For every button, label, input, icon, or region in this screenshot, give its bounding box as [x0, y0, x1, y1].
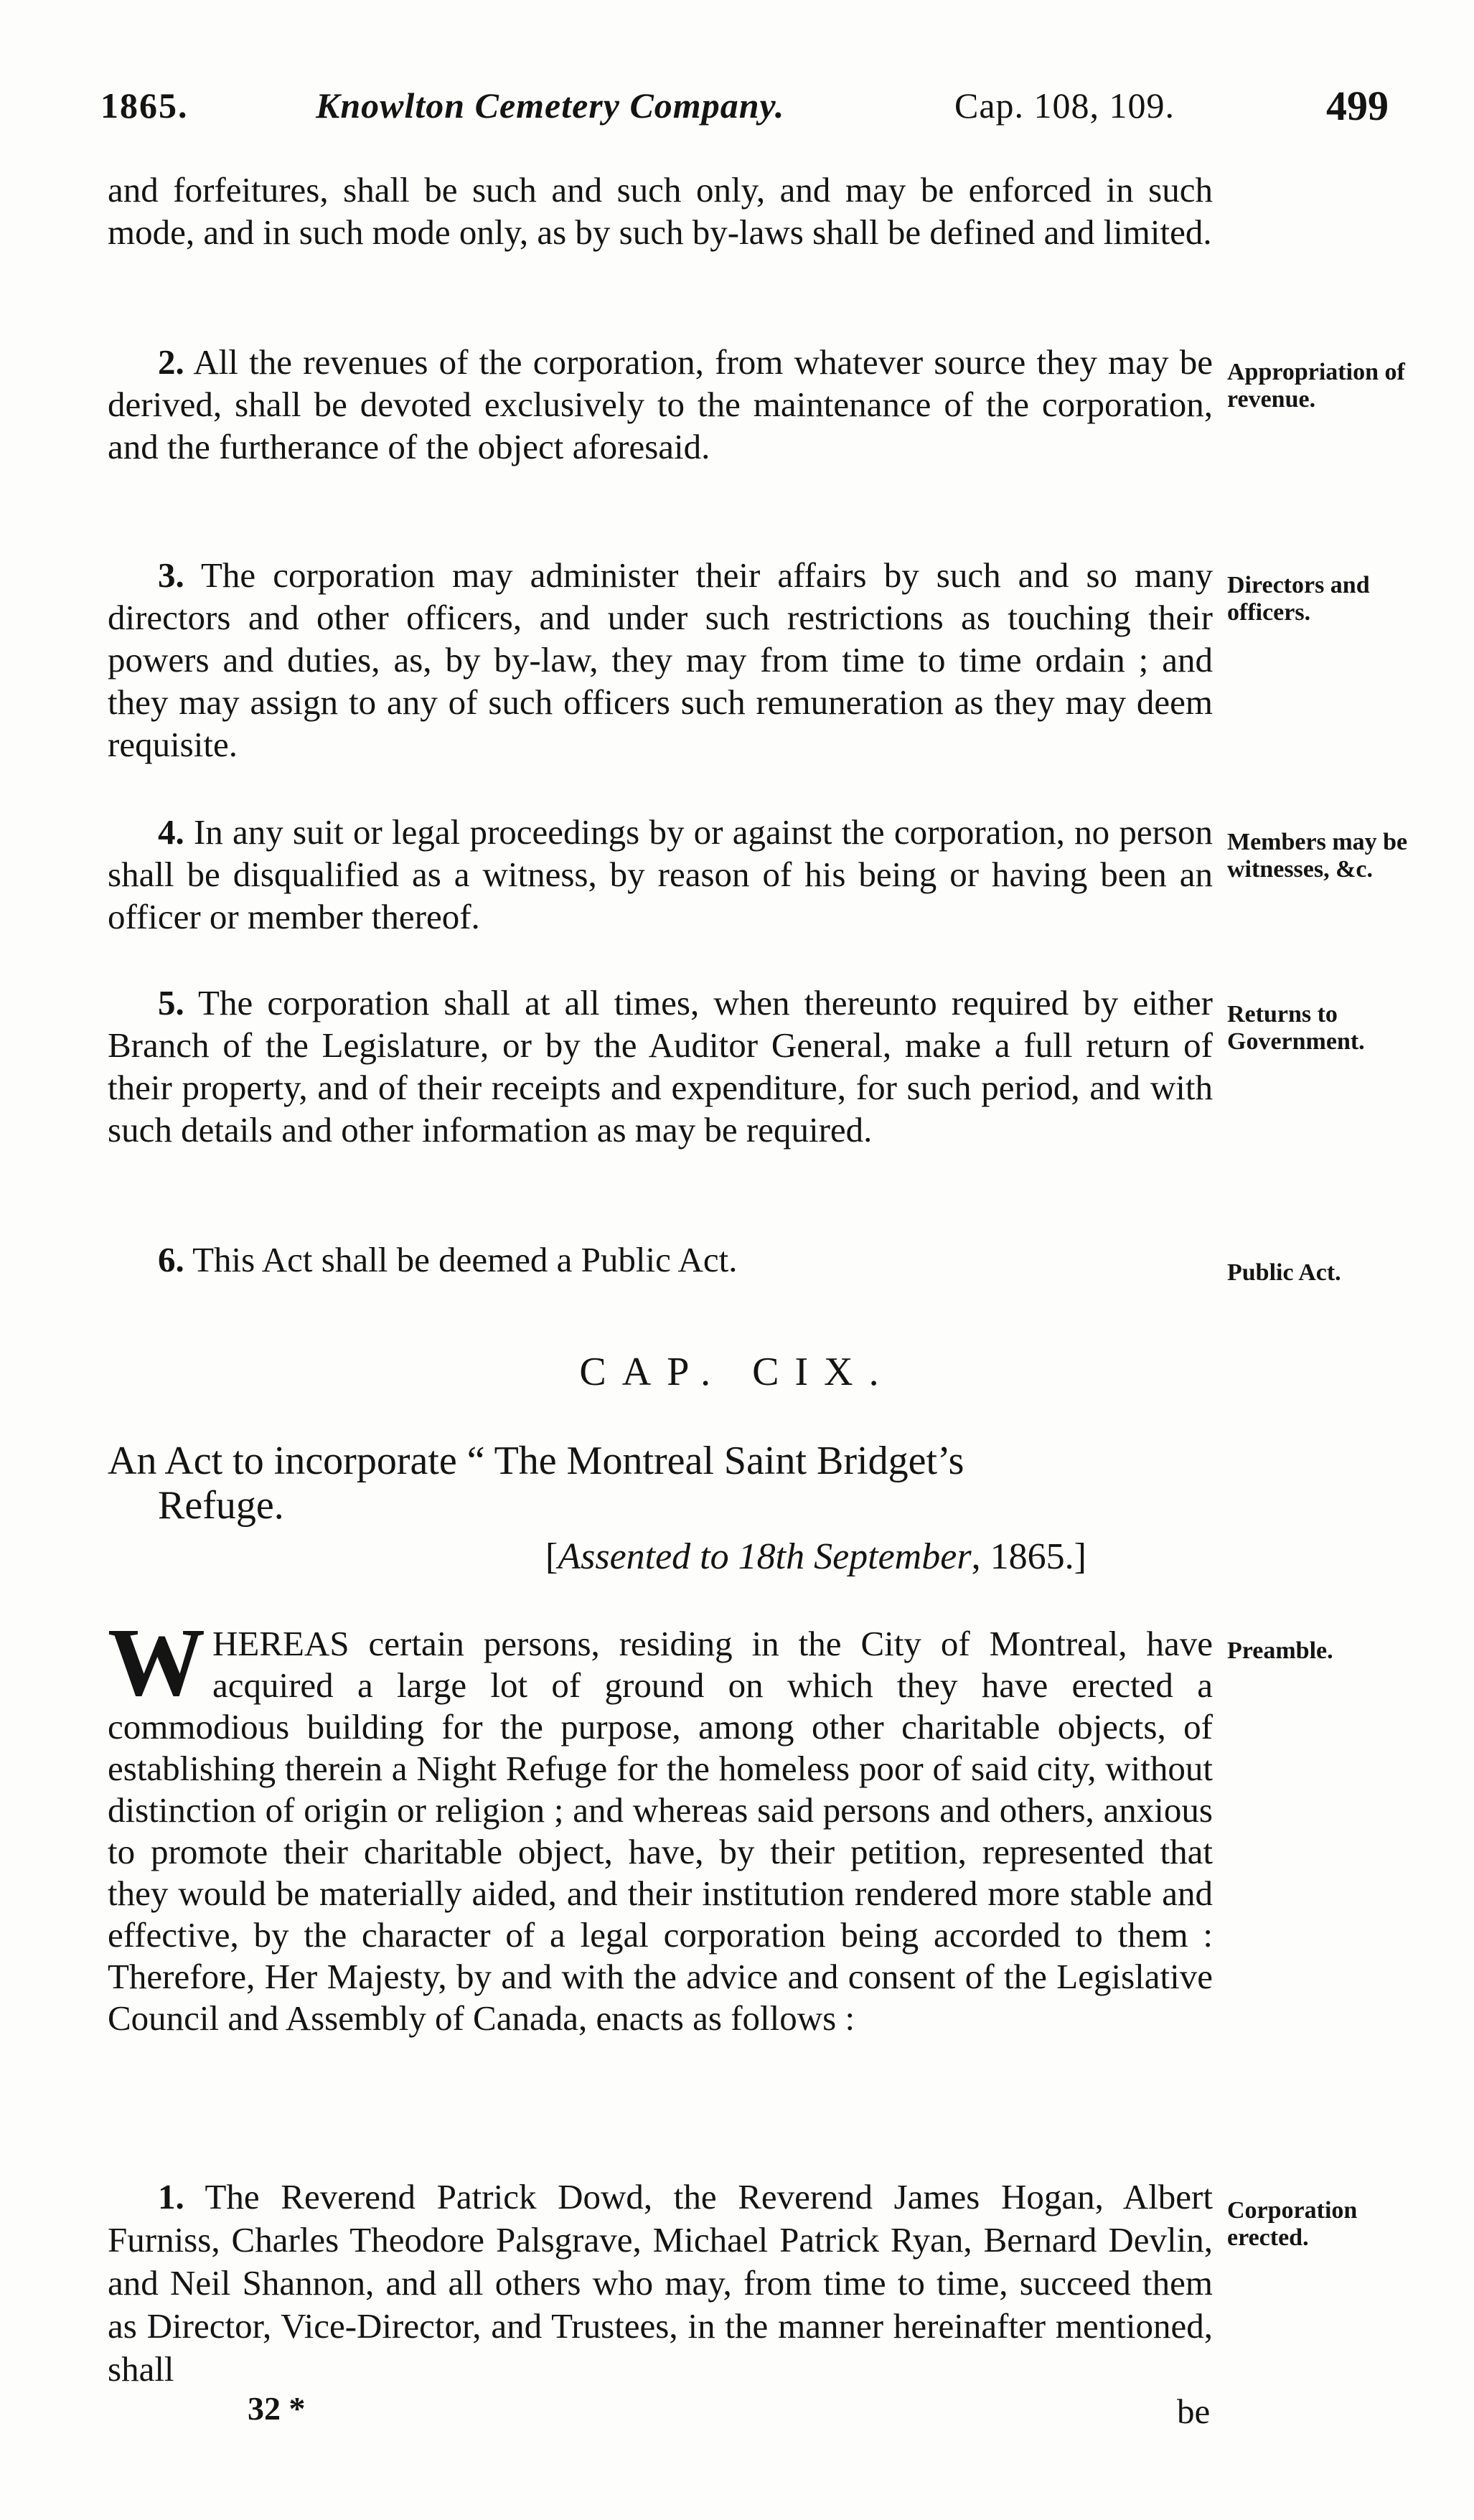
section-text: The corporation shall at all times, when thereunto required by either Branch of the Legislature, or by the Auditor General, make a full return of their property, and of their receipts and expenditure, for such period, and with such details and other information as may be required. — [108, 983, 1213, 1149]
section-number: 4. — [158, 812, 184, 852]
section-109-1 — [108, 2176, 1213, 2391]
assent-date — [545, 1536, 1086, 1578]
header-year: 1865. — [100, 85, 189, 126]
assent-year: , 1865.] — [971, 1536, 1086, 1577]
marginal-note: Preamble. — [1227, 1637, 1333, 1664]
header-chapter: Cap. 108, 109. — [954, 85, 1175, 126]
section-3 — [108, 554, 1213, 766]
section-number: 1. — [158, 2177, 184, 2216]
carryover-paragraph — [108, 169, 1213, 253]
marginal-note: Corporation erected. — [1227, 2197, 1358, 2251]
catchword: be — [1177, 2392, 1211, 2431]
section-4 — [108, 811, 1213, 938]
signature-mark: 32 * — [248, 2390, 306, 2427]
paragraph-text: and forfeitures, shall be such and such only, and may be enforced in such mode, and in such mode only, as by such by-laws shall be defined and limited. — [108, 170, 1213, 252]
section-text: All the revenues of the corporation, from whatever source they may be derived, shall be devoted exclusively to the maintenance of the corporation, and the furtherance of the object aforesaid. — [108, 342, 1213, 466]
marginal-note: Directors and officers. — [1227, 572, 1370, 626]
section-number: 6. — [158, 1240, 184, 1279]
page-number: 499 — [1326, 83, 1389, 129]
drop-cap: W — [108, 1609, 205, 1716]
section-text: The corporation may administer their affairs by such and so many directors and other officers, and under such restrictions as touching their powers and duties, as, by by-law, they may from time to time ordain ; and they may assign to any of such officers such remuneration as they may deem requisite. — [108, 555, 1213, 764]
section-2 — [108, 341, 1213, 468]
act-title-line: An Act to incorporate “ The Montreal Saint Bridget’s — [108, 1439, 964, 1483]
header-title: Knowlton Cemetery Company. — [316, 85, 785, 126]
section-number: 3. — [158, 555, 184, 595]
assent-day: 18th September — [738, 1536, 972, 1577]
preamble — [108, 1609, 1213, 2039]
marginal-note: Members may be witnesses, &c. — [1227, 829, 1408, 883]
marginal-note: Appropriation of revenue. — [1227, 359, 1405, 413]
assent-label: Assented to — [558, 1536, 729, 1577]
section-number: 5. — [158, 983, 184, 1022]
section-text: This Act shall be deemed a Public Act. — [192, 1240, 738, 1279]
section-text: The Reverend Patrick Dowd, the Reverend James Hogan, Albert Furniss, Charles Theodore Palsgrave, Michael Patrick Ryan, Bernard Devlin, and Neil Shannon, and all others who may, from time to time, succeed them as Director, Vice-Director, and Trustees, in the manner hereinafter mentioned, shall — [108, 2177, 1213, 2389]
section-5 — [108, 982, 1213, 1151]
assent-bracket: [ — [545, 1536, 558, 1577]
act-title-line: Refuge. — [158, 1483, 284, 1528]
act-title — [108, 1439, 1256, 1528]
section-text: In any suit or legal proceedings by or against the corporation, no person shall be disqualified as a witness, by reason of his being or having been an officer or member thereof. — [108, 812, 1214, 936]
section-number: 2. — [158, 342, 184, 382]
section-6 — [108, 1238, 1213, 1281]
chapter-heading: CAP. CIX. — [579, 1350, 895, 1394]
preamble-text: HEREAS certain persons, residing in the City of Montreal, have acquired a large lot of ground on which they have erected a commodious building for the purpose, among other charitable objects, of establishing therein a Night Refuge for the homeless poor of said city, without distinction of origin or religion ; and whereas said persons and others, anxious to promote their charitable object, have, by their petition, represented that they would be materially aided, and their institution rendered more stable and effective, by the character of a legal corporation being accorded to them : Therefore, Her Majesty, by and with the advice and consent of the Legislative Council and Assembly of Canada, enacts as follows : — [108, 1624, 1213, 2038]
running-header — [0, 85, 1474, 135]
marginal-note: Returns to Government. — [1227, 1001, 1365, 1055]
marginal-note: Public Act. — [1227, 1259, 1341, 1286]
